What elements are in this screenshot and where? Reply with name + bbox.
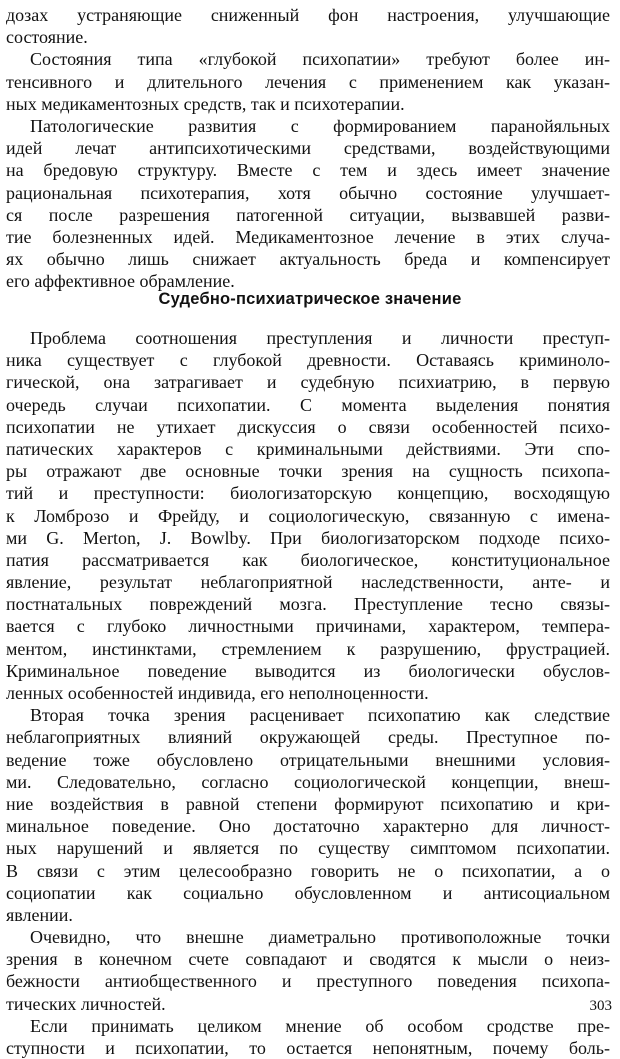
text-line: тических личностей. [6, 993, 166, 1014]
text-line: ленных особенностей индивида, его неполноценности. [6, 683, 429, 703]
text-line: социопатии как социально обусловленном и антисоциальном [6, 882, 610, 903]
text-line: Патологические развития с формированием паранойяльных [30, 115, 610, 136]
text-line: явлении. [6, 904, 73, 925]
text-line: ми G. Merton, J. Bowlby. При биологизаторском подходе психо- [6, 527, 610, 548]
text-line: психопатии не утихает дискуссия о связи особенностей психо- [6, 416, 610, 437]
text-line: Если принимать целиком мнение об особом сродстве пре- [30, 1015, 610, 1036]
text-line: бежности антиобщественного и преступного поведения психопа- [6, 971, 610, 992]
text-line: Очевидно, что внешне диаметрально противоположные точки [30, 927, 610, 948]
text-line: Вторая точка зрения расценивает психопатию как следствие [30, 705, 610, 726]
text-line: тий и преступности: биологизаторскую концепцию, восходящую [6, 483, 610, 504]
text-line: состояние. [6, 27, 88, 48]
text-line: ника существует с глубокой древности. Оставаясь криминоло- [6, 350, 610, 371]
text-line: патических характеров с криминальными действиями. Эти спо- [6, 438, 610, 459]
text-line: к Ломброзо и Фрейду, и социологическую, связанную с имена- [6, 505, 610, 526]
section-heading: Судебно-психиатрическое значение [158, 290, 462, 308]
text-line: ментом, инстинктами, стремлением к разрушению, фрустрацией. [6, 638, 610, 659]
text-line: минальное поведение. Оно достаточно характерно для личност- [6, 816, 610, 837]
text-line: В связи с этим целесообразно говорить не о психопатии, а о [6, 860, 610, 881]
text-line: его аффективное обрамление. [6, 271, 235, 292]
text-line: идей лечат антипсихотическими средствами, воздействующими [6, 138, 610, 159]
text-line: явление, результат неблагоприятной наследственности, анте- и [6, 572, 610, 593]
text-line: патия рассматривается как биологическое, конституциональное [6, 549, 610, 570]
page-number: 303 [589, 998, 612, 1014]
text-line: зрения в конечном счете совпадают и сводятся к мысли о неиз- [6, 949, 610, 970]
text-line: ступности и психопатии, то остается непонятным, почему боль- [6, 1038, 610, 1058]
text-line: тие болезненных идей. Медикаментозное лечение в этих случа- [6, 226, 610, 247]
text-line: ных медикаментозных средств, так и психотерапии. [6, 93, 405, 114]
text-line: ях обычно лишь снижает актуальность бреда и компенсирует [6, 249, 610, 270]
text-line: вается с глубоко личностными причинами, характером, темпера- [6, 616, 610, 637]
text-line: неблагоприятных влияний окружающей среды. Преступное по- [6, 727, 610, 748]
text-line: ся после разрешения патогенной ситуации, вызвавшей разви- [6, 204, 610, 225]
text-line: ры отражают две основные точки зрения на сущность психопа- [6, 461, 610, 482]
text-line: постнатальных повреждений мозга. Преступление тесно связы- [6, 594, 610, 615]
text-line: Проблема соотношения преступления и личности преступ- [30, 328, 610, 348]
text-block-treatment [6, 4, 610, 292]
text-line: гической, она затрагивает и судебную психиатрию, в первую [6, 372, 610, 393]
text-line: тенсивного и длительного лечения с применением как указан- [6, 71, 610, 92]
text-line: ных нарушений и является по существу симптомом психопатии. [6, 838, 610, 859]
text-line: ведение тоже обусловлено отрицательными внешними условия- [6, 749, 610, 770]
text-line: Состояния типа «глубокой психопатии» требуют более ин- [30, 49, 610, 70]
text-line: дозах устраняющие сниженный фон настроения, улучшающие [6, 5, 610, 25]
text-block-forensic [6, 327, 610, 1059]
text-line: ми. Следовательно, согласно социологической концепции, внеш- [6, 771, 610, 792]
text-line: рациональная психотерапия, хотя обычно состояние улучшает- [6, 182, 610, 203]
text-line: Криминальное поведение выводится из биологически обуслов- [6, 660, 610, 681]
text-line: очередь случаи психопатии. С момента выделения понятия [6, 394, 610, 415]
text-line: на бредовую структуру. Вместе с тем и здесь имеет значение [6, 160, 610, 181]
text-line: ние воздействия в равной степени формируют психопатию и кри- [6, 793, 610, 814]
